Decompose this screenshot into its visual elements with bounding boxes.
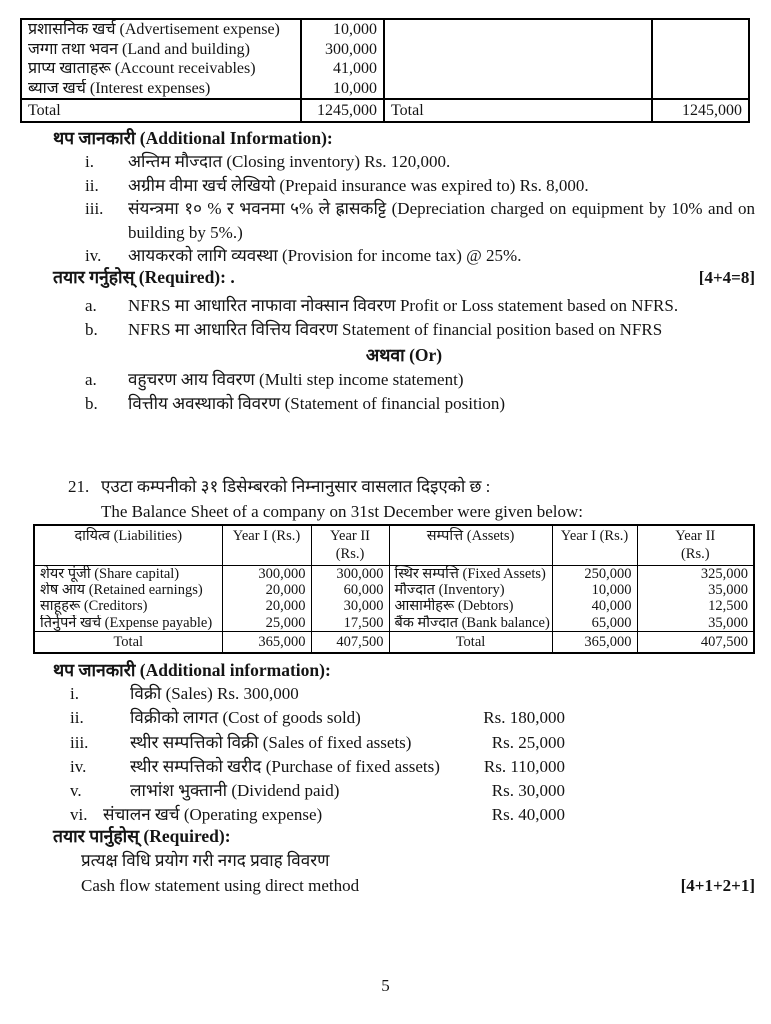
cell-text: 65,000 xyxy=(591,614,632,631)
liability-label xyxy=(34,582,222,598)
total-amount-cell xyxy=(222,631,311,653)
asset-label xyxy=(389,582,552,598)
item-text: आयकरको लागि व्यवस्था (Provision for income tax) @ 25%. xyxy=(128,246,522,265)
cell-text: स्थिर सम्पत्ति (Fixed Assets) xyxy=(394,566,546,582)
question-text-english: The Balance Sheet of a company on 31st December were given below: xyxy=(101,502,583,521)
amount-cell xyxy=(311,582,389,598)
balance-sheet-table xyxy=(33,524,755,654)
item-numeral: ii. xyxy=(70,708,84,728)
item-label: संचालन खर्च (Operating expense) xyxy=(103,805,323,825)
amount-cell xyxy=(311,615,389,632)
cell-text: 407,500 xyxy=(700,633,748,650)
header-text: (Rs.) xyxy=(335,546,365,562)
amount-cell xyxy=(637,566,754,583)
empty-cell xyxy=(384,79,652,100)
amount-cell xyxy=(301,59,384,79)
empty-cell xyxy=(652,19,749,40)
amount-cell xyxy=(311,598,389,614)
list-item xyxy=(70,706,565,730)
additional-info-2-section xyxy=(53,658,755,828)
cell-text: 325,000 xyxy=(700,566,748,582)
cell-text: मौज्दात (Inventory) xyxy=(394,582,505,599)
amount-text: 41,000 xyxy=(333,60,377,77)
item-text: वहुचरण आय विवरण (Multi step income statement) xyxy=(128,370,464,389)
required-heading: तयार गर्नुहोस् (Required): . xyxy=(53,267,235,287)
cell-text: 60,000 xyxy=(343,582,384,599)
empty-cell xyxy=(384,19,652,40)
question-number: 21. xyxy=(68,477,90,496)
required-text-english: Cash flow statement using direct method xyxy=(81,876,360,895)
account-label xyxy=(21,59,301,79)
item-label: स्थीर सम्पत्तिको विक्री (Sales of fixed assets) xyxy=(130,732,412,752)
empty-cell xyxy=(652,79,749,100)
header-text: दायित्व (Liabilities) xyxy=(74,528,183,544)
list-item xyxy=(53,244,755,268)
cell-text: 300,000 xyxy=(336,566,384,582)
header-text: Year I (Rs.) xyxy=(232,528,301,544)
question-statement-row xyxy=(68,474,755,499)
amount-text: 10,000 xyxy=(333,79,377,97)
cell-text: 250,000 xyxy=(584,566,632,582)
cell-text: साहूहरू (Creditors) xyxy=(40,598,148,615)
amount-cell xyxy=(222,566,311,583)
balance-sheet-row xyxy=(34,566,754,583)
header-cell-year2 xyxy=(311,525,389,566)
total-label xyxy=(21,99,301,122)
item-letter: a. xyxy=(85,296,97,315)
list-item xyxy=(53,294,755,318)
total-label-text: Total xyxy=(28,102,61,119)
cell-text: आसामीहरू (Debtors) xyxy=(394,598,514,615)
header-cell-liabilities xyxy=(34,525,222,566)
page-number: 5 xyxy=(381,976,390,995)
header-text: Year II xyxy=(329,528,370,544)
trial-balance-row xyxy=(21,40,749,60)
amount-cell xyxy=(552,582,637,598)
cell-text: 407,500 xyxy=(336,633,384,650)
amount-text: 1245,000 xyxy=(317,102,377,119)
item-numeral: i. xyxy=(85,152,94,171)
total-amount-cell xyxy=(301,99,384,122)
trial-balance-row xyxy=(21,79,749,100)
account-label xyxy=(21,79,301,100)
item-letter: b. xyxy=(85,319,98,339)
cell-text: तिर्नुपर्ने खर्च (Expense payable) xyxy=(40,614,213,631)
account-label-text: जग्गा तथा भवन (Land and building) xyxy=(28,40,251,58)
list-item xyxy=(70,731,565,755)
total-amount-cell xyxy=(552,631,637,653)
list-item xyxy=(53,197,755,244)
cell-text: 12,500 xyxy=(708,598,748,615)
list-item xyxy=(70,755,565,779)
item-numeral: v. xyxy=(70,781,82,801)
item-label: विक्री (Sales) Rs. 300,000 xyxy=(130,684,299,703)
header-text: सम्पत्ति (Assets) xyxy=(426,528,515,544)
additional-info-1-section xyxy=(53,126,755,268)
list-item xyxy=(70,682,565,706)
trial-balance-row xyxy=(21,59,749,79)
total-label xyxy=(384,99,652,122)
item-amount: Rs. 30,000 xyxy=(491,781,565,801)
item-letter: b. xyxy=(85,393,98,413)
item-numeral: vi. xyxy=(70,805,88,825)
amount-text: 10,000 xyxy=(333,21,377,38)
asset-label xyxy=(389,566,552,583)
amount-cell xyxy=(552,566,637,583)
cell-text: शेयर पूंजी (Share capital) xyxy=(40,566,180,582)
item-letter: a. xyxy=(85,370,97,389)
item-amount: Rs. 110,000 xyxy=(483,756,565,776)
cell-text: 20,000 xyxy=(265,598,306,615)
marks-badge: [4+1+2+1] xyxy=(680,876,755,895)
header-cell-assets xyxy=(389,525,552,566)
cell-text: 40,000 xyxy=(591,598,632,615)
cell-text: 10,000 xyxy=(591,582,632,599)
list-item xyxy=(70,779,565,803)
cell-text: Total xyxy=(113,633,144,650)
header-text: (Rs.) xyxy=(680,546,710,562)
section-heading: थप जानकारी (Additional information): xyxy=(53,660,331,680)
required-1-section xyxy=(53,265,755,415)
amount-cell xyxy=(301,19,384,40)
amount-text: 300,000 xyxy=(325,40,377,58)
empty-cell xyxy=(652,40,749,60)
question-text-nepali: एउटा कम्पनीको ३१ डिसेम्बरको निम्नानुसार वासलात दिइएको छ : xyxy=(101,477,491,496)
amount-cell xyxy=(222,598,311,614)
header-text: Year II xyxy=(675,528,716,544)
item-numeral: iii. xyxy=(85,199,104,218)
account-label-text: प्राप्य खाताहरू (Account receivables) xyxy=(28,60,256,77)
cell-text: 17,500 xyxy=(343,614,384,631)
trial-balance-table xyxy=(20,18,750,123)
section-heading: थप जानकारी (Additional Information): xyxy=(53,128,333,148)
list-item xyxy=(53,368,755,392)
item-amount: Rs. 180,000 xyxy=(483,708,565,728)
item-text: संयन्त्रमा १० % र भवनमा ५% ले ह्रासकट्टि (Depreciation charged on equipment by 10% and on building by 5%.) xyxy=(128,199,755,242)
amount-cell xyxy=(552,615,637,632)
item-text: अन्तिम मौज्दात (Closing inventory) Rs. 120,000. xyxy=(128,152,451,171)
amount-cell xyxy=(311,566,389,583)
balance-sheet-total-row xyxy=(34,631,754,653)
total-row xyxy=(21,99,749,122)
cell-text: Total xyxy=(455,633,486,650)
header-cell-year1 xyxy=(222,525,311,566)
account-label-text: प्रशासनिक खर्च (Advertisement expense) xyxy=(28,21,280,38)
item-numeral: i. xyxy=(70,684,79,703)
header-text: Year I (Rs.) xyxy=(560,528,629,544)
amount-cell xyxy=(637,598,754,614)
total-amount-cell xyxy=(652,99,749,122)
item-amount: Rs. 25,000 xyxy=(491,732,565,752)
cell-text: 365,000 xyxy=(258,633,306,650)
required-2-section xyxy=(53,824,755,898)
item-text: अग्रीम वीमा खर्च लेखियो (Prepaid insurance was expired to) Rs. 8,000. xyxy=(128,175,589,195)
item-numeral: iv. xyxy=(85,246,102,265)
account-label xyxy=(21,40,301,60)
cell-text: 365,000 xyxy=(584,633,632,650)
list-item xyxy=(53,174,755,198)
total-label xyxy=(389,631,552,653)
required-text-row xyxy=(53,873,755,898)
cell-text: 35,000 xyxy=(708,582,748,599)
item-label: विक्रीको लागत (Cost of goods sold) xyxy=(130,708,361,728)
cell-text: 35,000 xyxy=(708,614,748,631)
asset-label xyxy=(389,598,552,614)
or-heading: अथवा (Or) xyxy=(365,345,443,365)
item-text: वित्तीय अवस्थाको विवरण (Statement of financial position) xyxy=(128,393,506,413)
required-text-nepali: प्रत्यक्ष विधि प्रयोग गरी नगद प्रवाह विवरण xyxy=(81,851,330,870)
liability-label xyxy=(34,598,222,614)
cell-text: 25,000 xyxy=(265,614,306,631)
empty-cell xyxy=(652,59,749,79)
balance-sheet-row xyxy=(34,615,754,632)
cell-text: 30,000 xyxy=(343,598,384,615)
asset-label xyxy=(389,615,552,632)
account-label xyxy=(21,19,301,40)
total-label xyxy=(34,631,222,653)
item-label: स्थीर सम्पत्तिको खरीद (Purchase of fixed assets) xyxy=(130,756,440,776)
amount-cell xyxy=(637,615,754,632)
cell-text: 20,000 xyxy=(265,582,306,599)
trial-balance-row xyxy=(21,19,749,40)
marks-badge: [4+4=8] xyxy=(698,268,755,287)
header-cell-year1 xyxy=(552,525,637,566)
total-amount-cell xyxy=(311,631,389,653)
required-heading: तयार पार्नुहोस् (Required): xyxy=(53,826,231,846)
cell-text: शेष आय (Retained earnings) xyxy=(40,582,203,599)
list-item xyxy=(53,392,755,416)
amount-cell xyxy=(301,79,384,100)
amount-cell xyxy=(637,582,754,598)
amount-cell xyxy=(222,582,311,598)
balance-sheet-row xyxy=(34,582,754,598)
item-numeral: iv. xyxy=(70,756,87,776)
total-label-text: Total xyxy=(391,102,424,119)
liability-label xyxy=(34,615,222,632)
header-cell-year2 xyxy=(637,525,754,566)
empty-cell xyxy=(384,40,652,60)
amount-cell xyxy=(222,615,311,632)
item-text: NFRS मा आधारित नाफावा नोक्सान विवरण Profit or Loss statement based on NFRS. xyxy=(128,296,679,315)
balance-sheet-row xyxy=(34,598,754,614)
amount-cell xyxy=(301,40,384,60)
cell-text: 300,000 xyxy=(258,566,306,582)
item-numeral: ii. xyxy=(85,175,99,195)
balance-sheet-header-row xyxy=(34,525,754,566)
empty-cell xyxy=(384,59,652,79)
amount-cell xyxy=(552,598,637,614)
list-item xyxy=(53,150,755,174)
question-21 xyxy=(68,474,755,524)
item-numeral: iii. xyxy=(70,732,89,752)
liability-label xyxy=(34,566,222,583)
total-amount-cell xyxy=(637,631,754,653)
required-heading-row xyxy=(53,265,755,289)
item-text: NFRS मा आधारित वित्तिय विवरण Statement of financial position based on NFRS xyxy=(128,319,663,339)
item-amount: Rs. 40,000 xyxy=(491,805,565,825)
item-label: लाभांश भुक्तानी (Dividend paid) xyxy=(130,781,340,801)
amount-text: 1245,000 xyxy=(682,102,742,119)
cell-text: बैंक मौज्दात (Bank balance) xyxy=(394,614,550,631)
list-item xyxy=(53,318,755,342)
account-label-text: ब्याज खर्च (Interest expenses) xyxy=(28,79,211,97)
